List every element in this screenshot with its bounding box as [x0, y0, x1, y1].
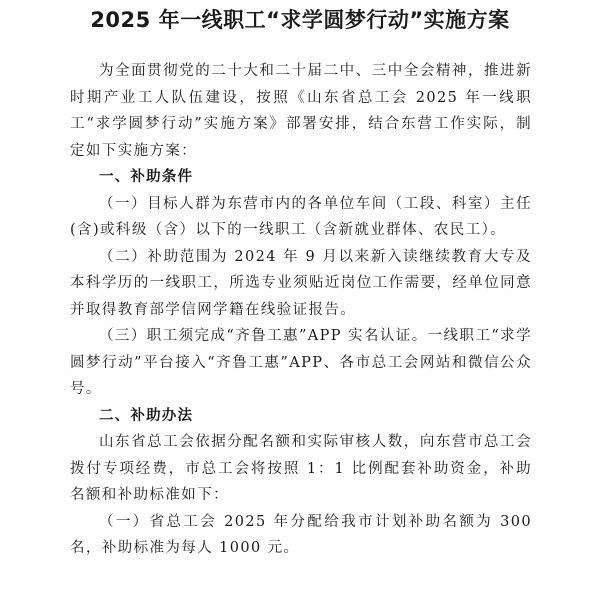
section-heading-conditions: 一、补助条件 [99, 169, 194, 185]
condition-item-2: （二）补助范围为 2024 年 9 月以来新入读继续教育大专及本科学历的一线职工，所选专业须贴近岗位工作需要，经单位同意并取得教育部学信网学籍在线验证报告。 [70, 248, 532, 318]
intro-paragraph: 为全面贯彻党的二十大和二十届二中、三中全会精神，推进新时期产业工人队伍建设，按照《山东省总工会 2025 年一线职工“求学圆梦行动”实施方案》部署安排，结合东营工作实际，制定如下实施方案： [70, 63, 532, 159]
condition-item-1: （一）目标人群为东营市内的各单位车间（工段、科室）主任(含)或科级（含）以下的一线职工（含新就业群体、农民工）。 [70, 195, 532, 238]
method-item-1: （一）省总工会 2025 年分配给我市计划补助名额为 300 名，补助标准为每人 1000 元。 [70, 513, 532, 556]
methods-intro-paragraph: 山东省总工会依据分配名额和实际审核人数，向东营市总工会拨付专项经费，市总工会将按照 1：1 比例配套补助资金，补助名额和补助标准如下： [70, 434, 532, 503]
document-body [70, 58, 532, 562]
document-title: 2025 年一线职工“求学圆梦行动”实施方案 [90, 8, 510, 32]
section-heading-methods: 二、补助办法 [99, 407, 194, 424]
condition-item-3: （三）职工须完成“齐鲁工惠”APP 实名认证。一线职工“求学圆梦行动”平台接入“齐鲁工惠”APP、各市总工会网站和微信公众号。 [70, 328, 532, 397]
